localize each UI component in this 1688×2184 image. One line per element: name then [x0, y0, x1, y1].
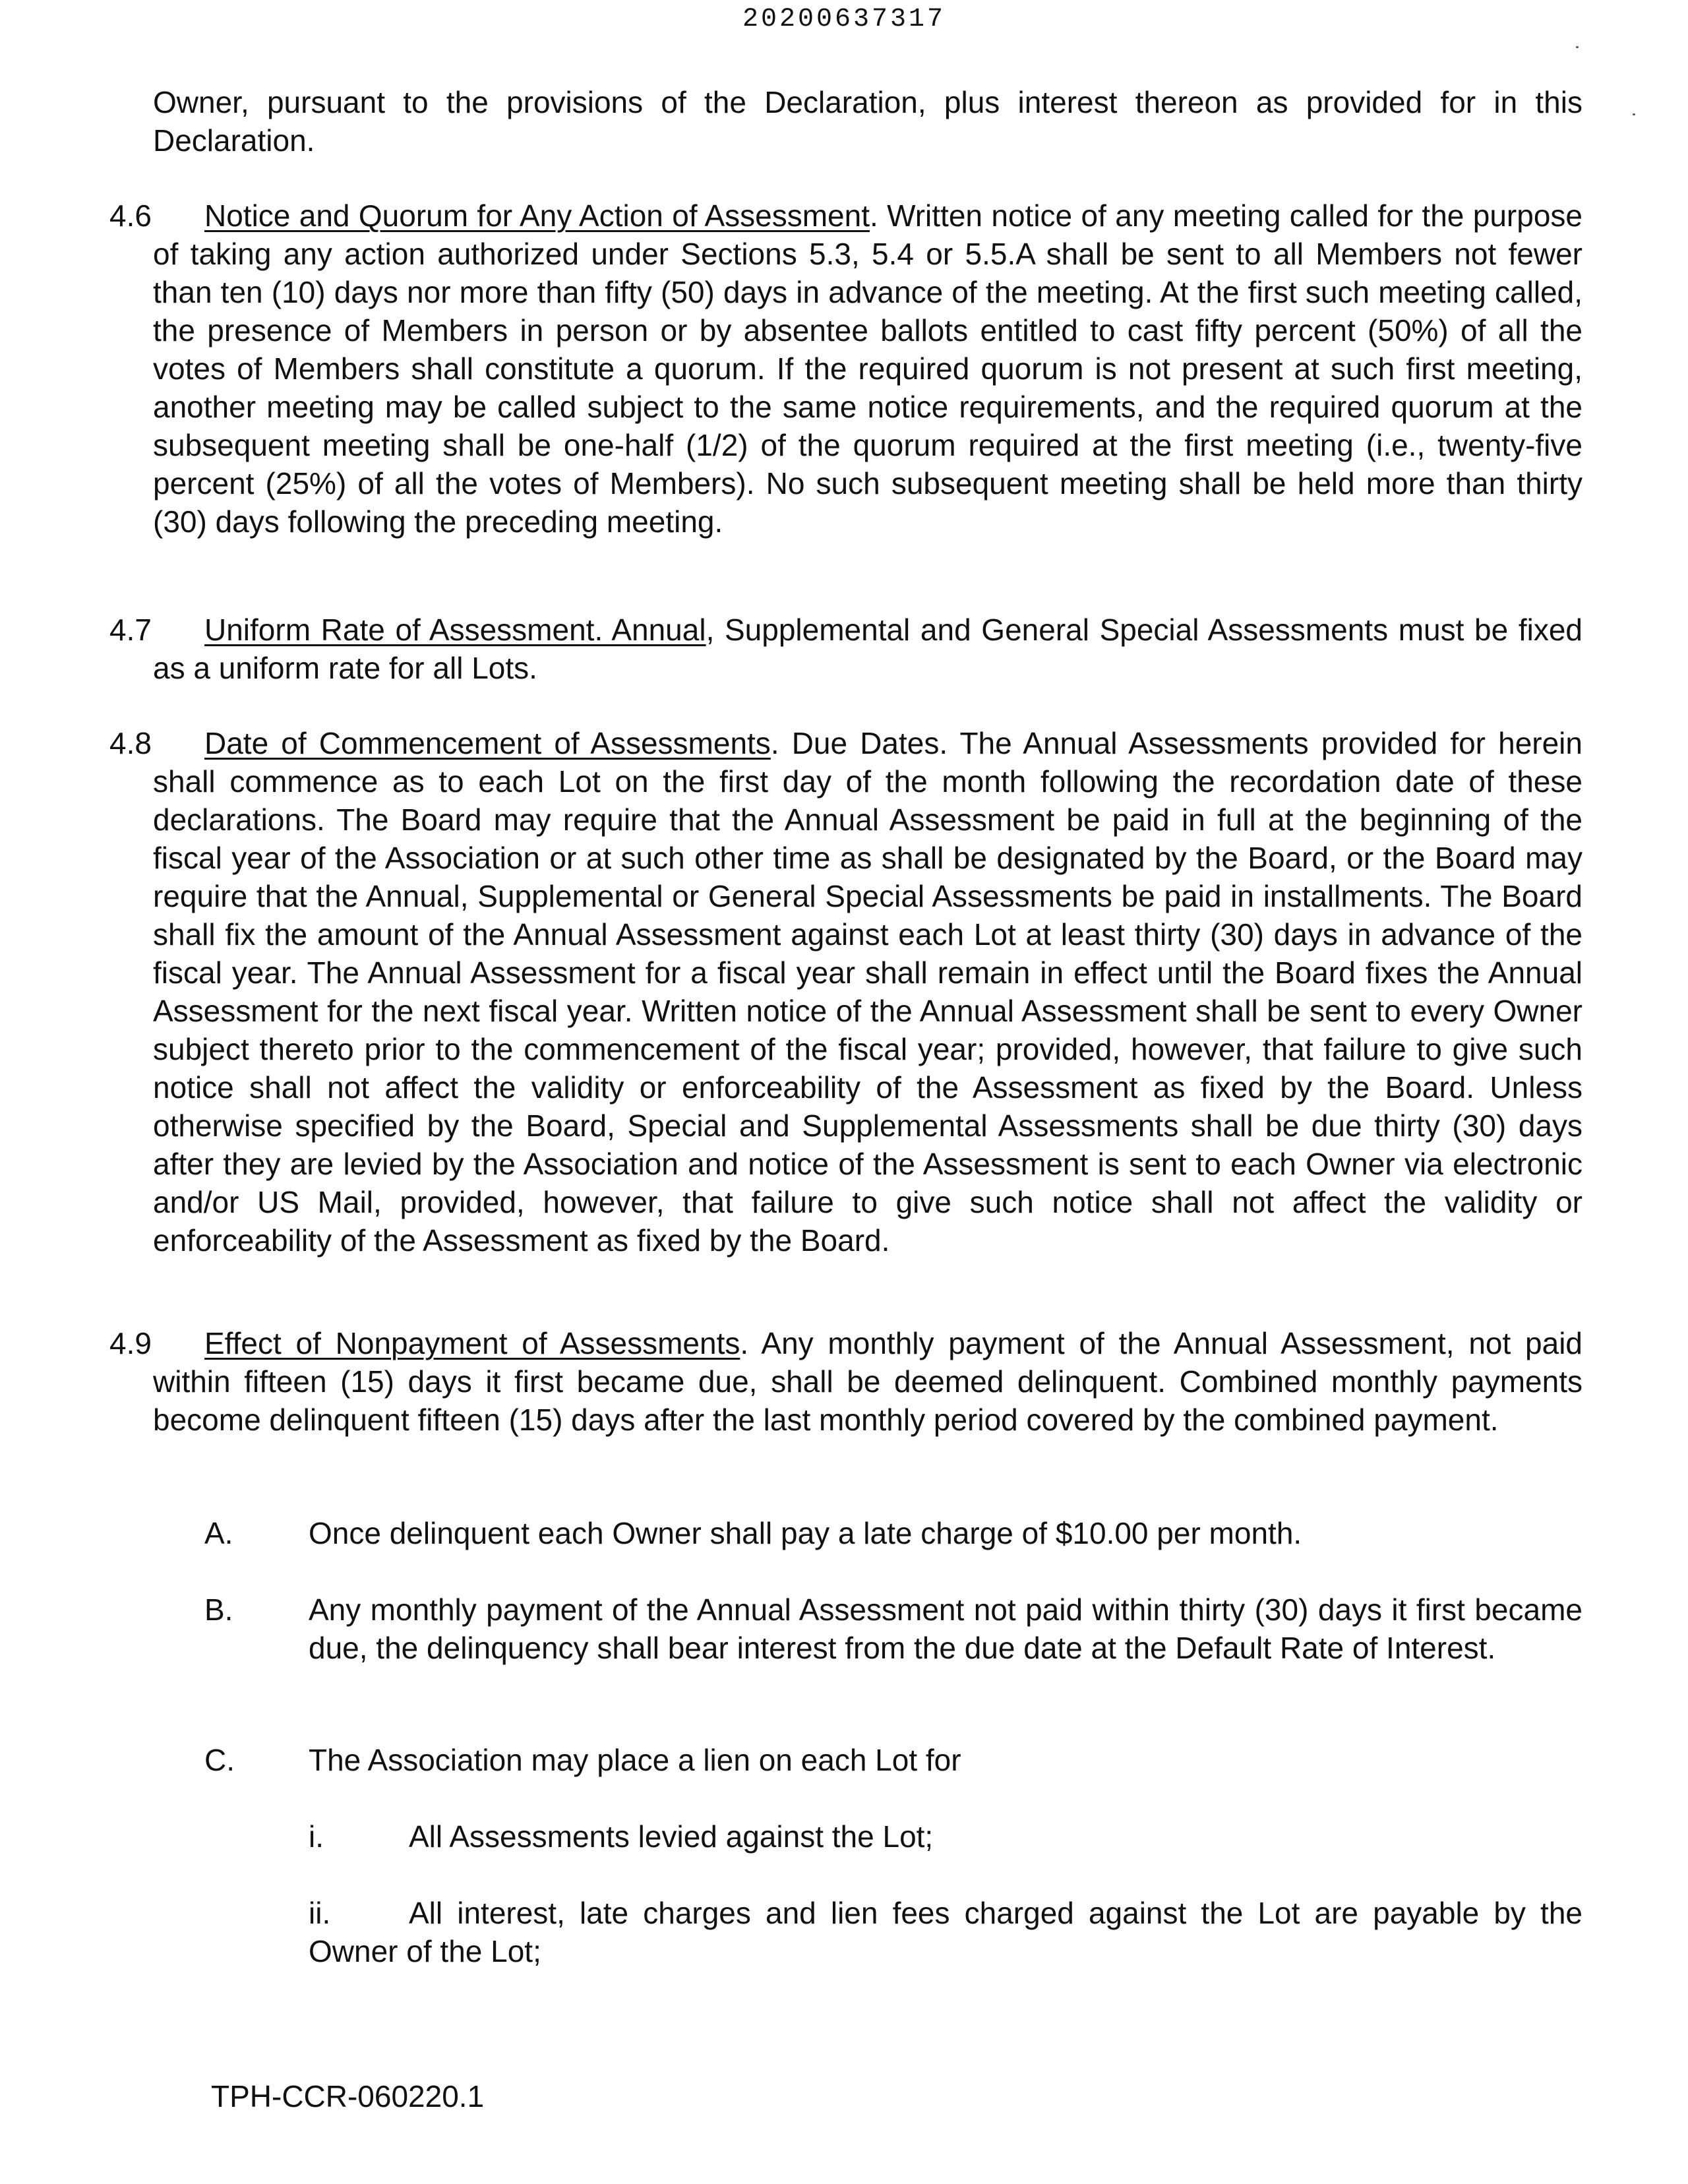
section-body: . Due Dates. The Annual Assessments provided for herein shall commence as to each Lot on the first day of the month following the recordation date of these declarations. The Board may require that the Annual Assessment be paid in full at the beginning of the fiscal year of the Association or at such other time as shall be designated by the Board, or the Board may require that the Annual, Supplemental or General Special Assessments be paid in installments. The Board shall fix the amount of the Annual Assessment against each Lot at least thirty (30) days in advance of the fiscal year. The Annual Assessment for a fiscal year shall remain in effect until the Board fixes the Annual Assessment for the next fiscal year. Written notice of the Annual Assessment shall be sent to every Owner subject thereto prior to the commencement of the fiscal year; provided, however, that failure to give such notice shall not affect the validity or enforceability of the Assessment as fixed by the Board. Unless otherwise specified by the Board, Special and Supplemental Assessments shall be due thirty (30) days after they are levied by the Association and notice of the Assessment is sent to each Owner via electronic and/or US Mail, provided, however, that failure to give such notice shall not affect the validity or enforceability of the Assessment as fixed by the Board.: [153, 726, 1582, 1258]
roman-numeral: ii.: [309, 1896, 331, 1930]
roman-numeral: i.: [309, 1819, 324, 1854]
section-number: 4.7: [109, 613, 152, 647]
section-number: 4.8: [109, 726, 152, 760]
section-body: . Written notice of any meeting called for the purpose of taking any action authorized under Sections 5.3, 5.4 or 5.5.A shall be sent to all Members not fewer than ten (10) days nor more than fifty (50) days in advance of the meeting. At the first such meeting called, the presence of Members in person or by absentee ballots entitled to cast fifty percent (50%) of all the votes of Members shall constitute a quorum. If the required quorum is not present at such first meeting, another meeting may be called subject to the same notice requirements, and the required quorum at the subsequent meeting shall be one-half (1/2) of the quorum required at the first meeting (i.e., twenty-five percent (25%) of all the votes of Members). No such subsequent meeting shall be held more than thirty (30) days following the preceding meeting.: [153, 198, 1582, 539]
subitem-b: [204, 1591, 1582, 1667]
roman-text: All interest, late charges and lien fees charged against the Lot are payable by the Owner of the Lot;: [309, 1896, 1582, 1968]
subitem-text: Any monthly payment of the Annual Assessment not paid within thirty (30) days it first became due, the delinquency shall bear interest from the due date at the Default Rate of Interest.: [309, 1592, 1582, 1665]
subitem-letter: C.: [204, 1743, 235, 1777]
section-number: 4.9: [109, 1326, 152, 1360]
section-title: Notice and Quorum for Any Action of Assessment: [204, 198, 870, 233]
roman-item-i: [309, 1817, 1582, 1856]
subitem-text: Once delinquent each Owner shall pay a late charge of $10.00 per month.: [309, 1516, 1302, 1550]
footer-code: TPH-CCR-060220.1: [211, 2079, 485, 2113]
intro-paragraph: Owner, pursuant to the provisions of the Declaration, plus interest thereon as provided for in this Declaration.: [153, 85, 1582, 158]
section-title: Uniform Rate of Assessment. Annual: [204, 613, 706, 647]
subitem-letter: A.: [204, 1516, 233, 1550]
section-number: 4.6: [109, 198, 152, 233]
section-4-6: [109, 197, 1582, 541]
roman-item-ii: [309, 1894, 1582, 1970]
section-title: Date of Commencement of Assessments: [204, 726, 771, 760]
section-body: . Any monthly payment of the Annual Assessment, not paid within fifteen (15) days it first became due, shall be deemed delinquent. Combined monthly payments become delinquent fifteen (15) days after the last monthly period covered by the combined payment.: [153, 1326, 1583, 1437]
section-title: Effect of Nonpayment of Assessments: [204, 1326, 740, 1360]
document-number: 20200637317: [742, 5, 946, 34]
section-body: , Supplemental and General Special Assessments must be fixed as a uniform rate for all Lots.: [153, 613, 1582, 685]
subitem-text: The Association may place a lien on each Lot for: [309, 1743, 961, 1777]
subitem-a: [204, 1514, 1582, 1552]
subitem-c: [204, 1741, 1582, 1779]
scan-speck: [1576, 46, 1579, 48]
section-4-8: [109, 724, 1582, 1259]
subitem-letter: B.: [204, 1592, 233, 1627]
section-4-7: [109, 611, 1582, 687]
scan-speck: [1633, 113, 1635, 115]
section-4-9: [109, 1324, 1582, 1439]
roman-text: All Assessments levied against the Lot;: [409, 1819, 934, 1854]
